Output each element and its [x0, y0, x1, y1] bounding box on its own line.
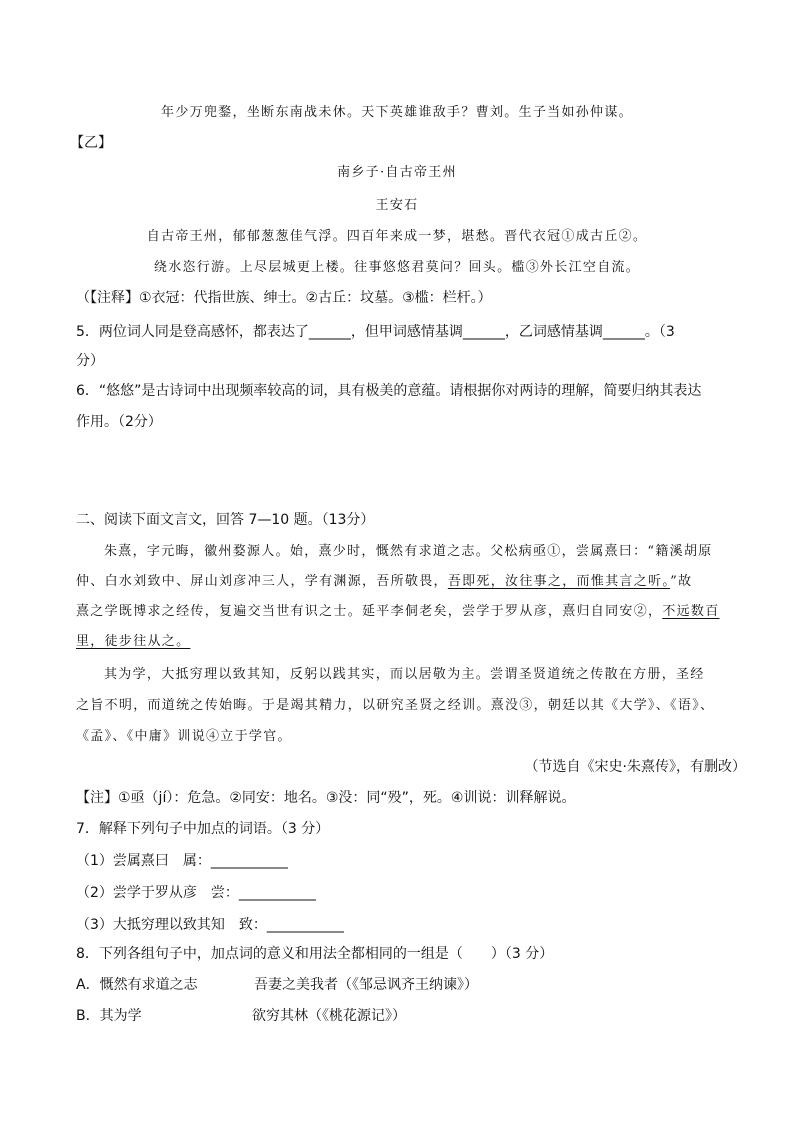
question-5-line-1: 5．两位词人同是登高感怀，都表达了______，但甲词感情基调______，乙词感情基调______。（3 [76, 324, 675, 340]
passage-p1-line-4 [76, 633, 190, 651]
question-6-line-1: 6．“悠悠”是古诗词中出现频率较高的词，具有极美的意蕴。请根据你对两诗的理解，简要归纳其表达 [76, 383, 702, 399]
question-8-option-b-right: 欲穷其林（《桃花源记》） [252, 1008, 406, 1024]
underlined-sentence-1: 吾即死，汝往事之，而惟其言之听。 [447, 574, 671, 589]
question-6-line-2: 作用。（2分） [76, 414, 162, 430]
passage-p1-line-3 [76, 603, 720, 621]
poem-yi-author: 王安石 [375, 198, 419, 213]
question-5-line-2: 分） [76, 353, 104, 369]
passage-p2-line-3: 《孟》、《中庸》训说④立于学官。 [76, 729, 292, 744]
passage-p2-line-2: 之旨不明，而道统之传始晦。于是竭其精力，以研究圣贤之经训。熹没③，朝廷以其《大学》、《语》、 [76, 698, 715, 713]
question-7: 7．解释下列句子中加点的词语。（3 分） [76, 821, 330, 837]
question-8-option-b-left: B．其为学 [76, 1008, 142, 1024]
question-7-item-1: （1）尝属熹曰 属：___________ [76, 853, 288, 869]
question-8-option-a-left: A．慨然有求道之志 [76, 977, 198, 993]
passage-source: （节选自《宋史·朱熹传》，有删改） [524, 759, 746, 775]
passage-p1-line-2-end: ”故 [670, 574, 693, 589]
passage-p1-line-1: 朱熹，字元晦，徽州婺源人。始，熹少时，慨然有求道之志。父松病亟①，尝属熹曰：“籍溪胡原 [104, 544, 713, 559]
passage-p1-line-3-text: 熹之学既博求之经传，复遍交当世有识之士。延平李侗老矣，尝学于罗从彦，熹归自同安②， [76, 604, 663, 619]
underlined-sentence-2-start: 不远数百 [662, 604, 720, 619]
poem-notes: （【注释】①衣冠：代指世族、绅士。②古丘：坟墓。③槛：栏杆。） [76, 290, 492, 306]
poem-jia-last-line: 年少万兜鍪，坐断东南战未休。天下英雄谁敌手？曹刘。生子当如孙仲谋。 [161, 105, 633, 120]
passage-p2-line-1: 其为学，大抵穷理以致其知，反躬以践其实，而以居敬为主。尝谓圣贤道统之传散在方册，圣经 [104, 667, 705, 682]
question-8: 8．下列各组句子中，加点词的意义和用法全都相同的一组是（ ）（3 分） [76, 946, 554, 962]
passage-p1-line-2-text: 仲、白水刘致中、屏山刘彦冲三人，学有渊源，吾所敬畏， [76, 574, 448, 589]
underlined-sentence-2-end: 里，徒步往从之。 [76, 634, 191, 649]
poem-yi-line-1: 自古帝王州，郁郁葱葱佳气浮。四百年来成一梦，堪愁。晋代衣冠①成古丘②。 [146, 229, 648, 244]
poem-yi-label: 【乙】 [70, 135, 112, 151]
passage-notes: 【注】①亟（jí）：危急。②同安：地名。③没：同“殁”，死。④训说：训释解说。 [76, 790, 576, 806]
poem-yi-title: 南乡子·自古帝王州 [337, 165, 457, 180]
question-8-option-a-right: 吾妻之美我者（《邹忌讽齐王纳谏》） [254, 977, 478, 993]
question-7-item-3: （3）大抵穷理以致其知 致：___________ [76, 917, 344, 933]
question-7-item-2: （2）尝学于罗从彦 尝：___________ [76, 885, 316, 901]
poem-yi-line-2: 绕水恣行游。上尽层城更上楼。往事悠悠君莫问？回头。槛③外长江空自流。 [153, 260, 641, 275]
section-2-heading: 二、阅读下面文言文，回答 7—10 题。（13分） [76, 512, 375, 528]
passage-p1-line-2 [76, 573, 692, 591]
